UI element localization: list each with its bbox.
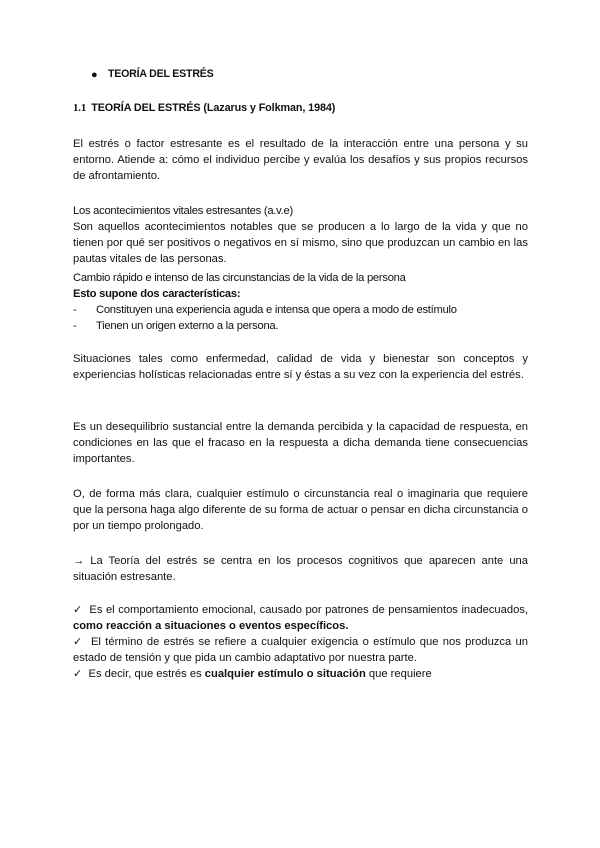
check-item-1: [73, 602, 528, 634]
section-heading: [73, 102, 335, 114]
dash-marker: -: [73, 304, 77, 316]
dash-marker: -: [73, 320, 77, 333]
paragraph-theory-focus: → La Teoría del estrés se centra en los procesos cognitivos que aparecen ante una situación estresante.: [73, 555, 528, 584]
section-title: TEORÍA DEL ESTRÉS (Lazarus y Folkman, 1984): [91, 102, 336, 114]
check-item-1-text: Es el comportamiento emocional, causado por patrones de pensamientos inadecuados,: [89, 604, 528, 616]
paragraph-situations: Situaciones tales como enfermedad, calidad de vida y bienestar son conceptos y experiencias holísticas relacionadas entre sí y éstas a su vez con la experiencia del estrés.: [73, 353, 528, 382]
ave-characteristics-list: [73, 302, 528, 334]
check-item-2: [73, 634, 528, 666]
paragraph-definition: El estrés o factor estresante es el resultado de la interacción entre una persona y su entorno. Atiende a: cómo el individuo percibe y evalúa los desafíos y sus propios recursos de afrontamiento.: [73, 138, 528, 183]
check-icon: ✓: [73, 604, 83, 616]
check-item-3-pre: Es decir, que estrés es: [88, 668, 202, 680]
paragraph-clarification: O, de forma más clara, cualquier estímulo o circunstancia real o imaginaria que requiere que la persona haga algo diferente de su forma de actuar o pensar en dicha circunstancia o por un tiempo prolongado.: [73, 488, 528, 533]
check-item-3-post: que requiere: [368, 668, 432, 680]
list-item-text: Tienen un origen externo a la persona.: [96, 320, 279, 333]
list-item: [73, 302, 528, 318]
check-icon: ✓: [73, 668, 83, 680]
heading-bullet: ●: [91, 69, 98, 81]
paragraph-imbalance: Es un desequilibrio sustancial entre la demanda percibida y la capacidad de respuesta, en condiciones en las que el fracaso en la respuesta a dicha demanda tiene consecuencias importantes.: [73, 421, 528, 466]
ave-change: Cambio rápido e intenso de las circunstancias de la vida de la persona: [73, 272, 406, 284]
check-item-3-bold: cualquier estímulo o situación: [204, 668, 366, 680]
check-item-3: [73, 666, 528, 682]
list-item: [73, 318, 528, 334]
check-icon: ✓: [73, 636, 84, 648]
list-item-text: Constituyen una experiencia aguda e intensa que opera a modo de estímulo: [96, 304, 457, 316]
ave-definition: Son aquellos acontecimientos notables que se producen a lo largo de la vida y que no tienen por qué ser positivos o negativos en sí mismo, sino que produzcan un cambio en las pautas vitales de las personas.: [73, 221, 528, 266]
check-item-2-text: El término de estrés se refiere a cualquier exigencia o estímulo que nos produzca un estado de tensión y que pida un cambio adaptativo por nuestra parte.: [73, 636, 528, 665]
check-item-1-bold: como reacción a situaciones o eventos específicos.: [73, 620, 349, 633]
ave-title: Los acontecimientos vitales estresantes (a.v.e): [73, 205, 293, 217]
section-number: 1.1: [73, 102, 87, 114]
ave-characteristics-title: Esto supone dos características:: [73, 288, 241, 300]
heading-title: TEORÍA DEL ESTRÉS: [108, 68, 214, 80]
